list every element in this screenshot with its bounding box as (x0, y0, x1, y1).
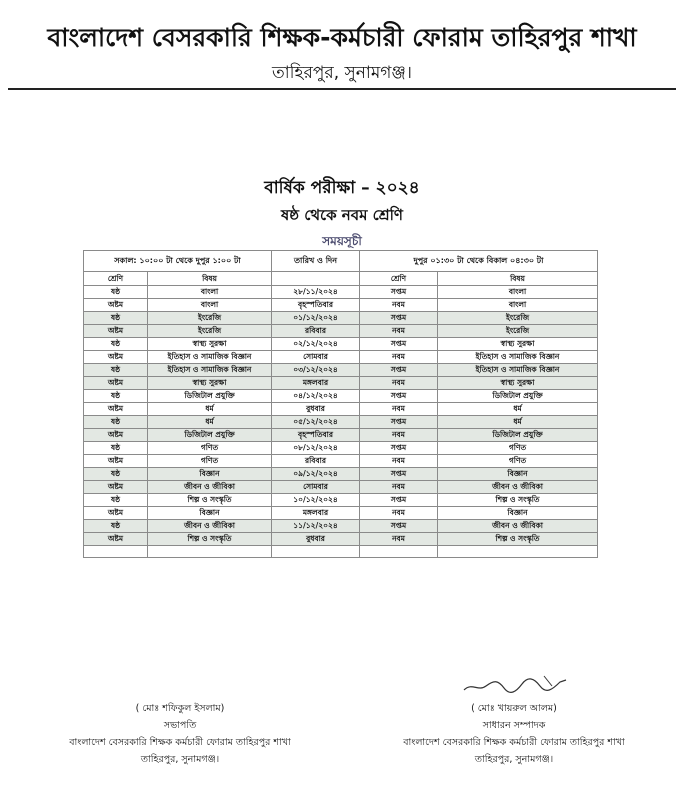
header-divider (8, 88, 676, 90)
table-row (84, 338, 598, 351)
table-row (84, 481, 598, 494)
class-cell: ষষ্ঠ (84, 416, 148, 429)
subject-cell: ইতিহাস ও সামাজিক বিজ্ঞান (148, 364, 272, 377)
exam-title: বার্ষিক পরীক্ষা – ২০২৪ (264, 178, 420, 198)
class-cell: ষষ্ঠ (84, 442, 148, 455)
table-row (84, 312, 598, 325)
subject-cell: বাংলা (148, 299, 272, 312)
subject-cell: বাংলা (148, 286, 272, 299)
subject-cell: ডিজিটাল প্রযুক্তি (148, 429, 272, 442)
subject-cell: ডিজিটাল প্রযুক্তি (438, 390, 598, 403)
date-cell: ০১/১২/২০২৪ (272, 312, 360, 325)
date-cell: বৃহস্পতিবার (272, 299, 360, 312)
class-cell: ষষ্ঠ (84, 364, 148, 377)
date-cell: ০২/১২/২০২৪ (272, 338, 360, 351)
date-cell: ২৮/১১/২০২৪ (272, 286, 360, 299)
class-cell: অষ্টম (84, 455, 148, 468)
table-row (84, 403, 598, 416)
date-cell: মঙ্গলবার (272, 377, 360, 390)
secretary-signature-block (384, 700, 644, 768)
schedule-label: সময়সূচী (322, 234, 362, 248)
date-cell: বৃহস্পতিবার (272, 429, 360, 442)
class-cell: নবম (360, 507, 438, 520)
president-designation: সভাপতি (163, 720, 197, 731)
date-cell: ০৯/১২/২০২৪ (272, 468, 360, 481)
class-cell: অষ্টম (84, 299, 148, 312)
class-cell: অষ্টম (84, 351, 148, 364)
class-cell: ষষ্ঠ (84, 520, 148, 533)
subject-cell: ইতিহাস ও সামাজিক বিজ্ঞান (438, 364, 598, 377)
subject-cell: স্বাস্থ্য সুরক্ষা (438, 377, 598, 390)
subject-cell: ইতিহাস ও সামাজিক বিজ্ঞান (438, 351, 598, 364)
subject-cell: স্বাস্থ্য সুরক্ষা (148, 338, 272, 351)
shift-header-row (84, 251, 598, 272)
class-cell: ষষ্ঠ (84, 312, 148, 325)
subject-cell: ধর্ম (148, 403, 272, 416)
table-row (84, 468, 598, 481)
table-row (84, 533, 598, 546)
table-row (84, 286, 598, 299)
exam-subtitle: ষষ্ঠ থেকে নবম শ্রেণি (280, 206, 403, 224)
subject-header: বিষয় (438, 272, 598, 286)
table-row (84, 416, 598, 429)
class-cell: সপ্তম (360, 364, 438, 377)
table-row (84, 507, 598, 520)
empty-cell (272, 546, 360, 558)
class-cell: নবম (360, 533, 438, 546)
class-cell: ষষ্ঠ (84, 390, 148, 403)
class-cell: সপ্তম (360, 494, 438, 507)
president-name: ( মোঃ শফিকুল ইসলাম) (135, 703, 225, 714)
class-cell: অষ্টম (84, 377, 148, 390)
class-cell: অষ্টম (84, 325, 148, 338)
subject-cell: জীবন ও জীবিকা (148, 481, 272, 494)
president-address: তাহিরপুর, সুনামগঞ্জ। (140, 754, 220, 765)
subject-cell: ইংরেজি (438, 312, 598, 325)
date-cell: ১১/১২/২০২৪ (272, 520, 360, 533)
secretary-organization: বাংলাদেশ বেসরকারি শিক্ষক কর্মচারী ফোরাম তাহিরপুর শাখা (403, 737, 625, 748)
president-organization: বাংলাদেশ বেসরকারি শিক্ষক কর্মচারী ফোরাম তাহিরপুর শাখা (69, 737, 291, 748)
subject-cell: ধর্ম (438, 416, 598, 429)
date-cell: রবিবার (272, 455, 360, 468)
date-cell: রবিবার (272, 325, 360, 338)
date-cell: ০৮/১২/২০২৪ (272, 442, 360, 455)
subject-cell: জীবন ও জীবিকা (438, 481, 598, 494)
subject-cell: গণিত (148, 455, 272, 468)
empty-cell (84, 546, 148, 558)
signature-icon (460, 672, 570, 698)
subject-cell: শিল্প ও সংস্কৃতি (438, 533, 598, 546)
table-row (84, 325, 598, 338)
subject-cell: স্বাস্থ্য সুরক্ষা (438, 338, 598, 351)
table-row (84, 299, 598, 312)
secretary-designation: সাধারন সম্পাদক (482, 720, 546, 731)
class-cell: অষ্টম (84, 507, 148, 520)
subject-cell: ধর্ম (148, 416, 272, 429)
class-cell: সপ্তম (360, 312, 438, 325)
class-cell: সপ্তম (360, 390, 438, 403)
class-header: শ্রেণি (360, 272, 438, 286)
table-row (84, 442, 598, 455)
subject-cell: জীবন ও জীবিকা (148, 520, 272, 533)
secretary-name: ( মোঃ খায়রুল আলম) (471, 703, 557, 714)
date-cell: ০৪/১২/২০২৪ (272, 390, 360, 403)
date-cell: মঙ্গলবার (272, 507, 360, 520)
column-header-row (84, 272, 598, 286)
organization-address: তাহিরপুর, সুনামগঞ্জ। (271, 63, 413, 83)
afternoon-shift-time: দুপুর ০১:৩০ টা থেকে বিকাল ০৪:৩০ টা (360, 251, 598, 272)
date-cell: সোমবার (272, 351, 360, 364)
subject-cell: ইংরেজি (148, 312, 272, 325)
class-header: শ্রেণি (84, 272, 148, 286)
class-cell: সপ্তম (360, 286, 438, 299)
empty-cell (438, 546, 598, 558)
class-cell: অষ্টম (84, 429, 148, 442)
table-row (84, 390, 598, 403)
table-row (84, 351, 598, 364)
subject-cell: বিজ্ঞান (148, 507, 272, 520)
class-cell: সপ্তম (360, 468, 438, 481)
subject-cell: গণিত (438, 442, 598, 455)
subject-cell: স্বাস্থ্য সুরক্ষা (148, 377, 272, 390)
empty-row (84, 546, 598, 558)
class-cell: নবম (360, 455, 438, 468)
class-cell: নবম (360, 351, 438, 364)
subject-cell: শিল্প ও সংস্কৃতি (148, 533, 272, 546)
class-cell: অষ্টম (84, 403, 148, 416)
table-row (84, 520, 598, 533)
class-cell: নবম (360, 299, 438, 312)
subject-cell: বিজ্ঞান (438, 507, 598, 520)
subject-header: বিষয় (148, 272, 272, 286)
class-cell: নবম (360, 481, 438, 494)
class-cell: ষষ্ঠ (84, 286, 148, 299)
date-cell: ১০/১২/২০২৪ (272, 494, 360, 507)
date-day-header: তারিখ ও দিন (272, 251, 360, 272)
class-cell: সপ্তম (360, 338, 438, 351)
class-cell: অষ্টম (84, 481, 148, 494)
subject-cell: গণিত (438, 455, 598, 468)
morning-shift-time: সকাল: ১০:০০ টা থেকে দুপুর ১:০০ টা (84, 251, 272, 272)
class-cell: নবম (360, 377, 438, 390)
organization-title: বাংলাদেশ বেসরকারি শিক্ষক-কর্মচারী ফোরাম তাহিরপুর শাখা (47, 23, 637, 52)
class-cell: নবম (360, 429, 438, 442)
class-cell: ষষ্ঠ (84, 338, 148, 351)
subject-cell: বাংলা (438, 299, 598, 312)
subject-cell: ইংরেজি (148, 325, 272, 338)
class-cell: নবম (360, 325, 438, 338)
subject-cell: ইংরেজি (438, 325, 598, 338)
table-row (84, 429, 598, 442)
table-row (84, 377, 598, 390)
class-cell: নবম (360, 403, 438, 416)
empty-cell (148, 546, 272, 558)
table-row (84, 494, 598, 507)
class-cell: ষষ্ঠ (84, 468, 148, 481)
subject-cell: ডিজিটাল প্রযুক্তি (438, 429, 598, 442)
subject-cell: শিল্প ও সংস্কৃতি (148, 494, 272, 507)
date-cell: সোমবার (272, 481, 360, 494)
date-cell: বুধবার (272, 533, 360, 546)
class-cell: সপ্তম (360, 520, 438, 533)
subject-cell: ডিজিটাল প্রযুক্তি (148, 390, 272, 403)
empty-cell (360, 546, 438, 558)
subject-cell: বিজ্ঞান (438, 468, 598, 481)
subject-cell: জীবন ও জীবিকা (438, 520, 598, 533)
date-cell: ০৫/১২/২০২৪ (272, 416, 360, 429)
table-row (84, 364, 598, 377)
date-cell: ০৩/১২/২০২৪ (272, 364, 360, 377)
exam-routine-table (83, 250, 598, 558)
president-signature-block (60, 700, 300, 768)
secretary-address: তাহিরপুর, সুনামগঞ্জ। (474, 754, 554, 765)
header-gap-cell (272, 272, 360, 286)
subject-cell: বাংলা (438, 286, 598, 299)
class-cell: ষষ্ঠ (84, 494, 148, 507)
subject-cell: গণিত (148, 442, 272, 455)
subject-cell: ইতিহাস ও সামাজিক বিজ্ঞান (148, 351, 272, 364)
class-cell: অষ্টম (84, 533, 148, 546)
table-row (84, 455, 598, 468)
subject-cell: ধর্ম (438, 403, 598, 416)
date-cell: বুধবার (272, 403, 360, 416)
subject-cell: শিল্প ও সংস্কৃতি (438, 494, 598, 507)
class-cell: সপ্তম (360, 416, 438, 429)
class-cell: সপ্তম (360, 442, 438, 455)
subject-cell: বিজ্ঞান (148, 468, 272, 481)
